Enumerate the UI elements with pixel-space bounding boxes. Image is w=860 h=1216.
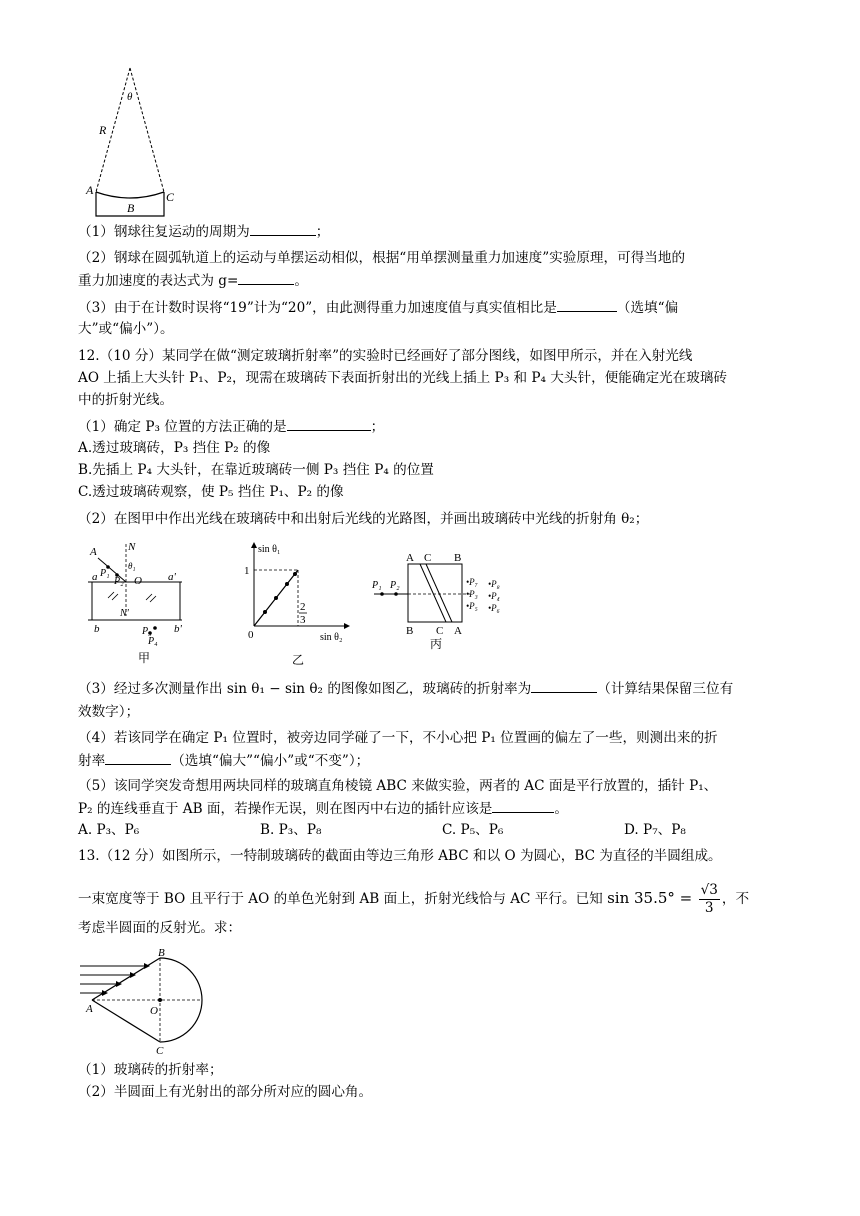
svg-text:乙: 乙	[292, 653, 305, 667]
svg-text:•P₄: •P₄	[488, 591, 500, 601]
q12-stem-line2: AO 上插上大头针 P₁、P₂，现需在玻璃砖下表面折射出的光线上插上 P₃ 和 P₄ 大头针，便能确定光在玻璃砖	[78, 370, 728, 386]
semicircle-prism-figure	[78, 944, 228, 1056]
svg-text:O: O	[150, 1005, 158, 1017]
svg-text:A: A	[454, 625, 462, 637]
q12-choice-c: C. P₅、P₆	[442, 822, 504, 838]
svg-text:P₂: P₂	[390, 580, 400, 591]
q11-part2-line1: （2）钢球在圆弧轨道上的运动与单摆运动相似，根据“用单摆测量重力加速度”实验原理，可得当地的	[78, 250, 686, 266]
q11-part3-line1: （3）由于在计数时误将“19”计为“20”，由此测得重力加速度值与真实值相比是 （选填“偏	[78, 297, 678, 318]
q12-part2: （2）在图甲中作出光线在玻璃砖中和出射后光线的光路图，并画出玻璃砖中光线的折射角 θ₂；	[78, 511, 649, 527]
q12-part1: （1）确定 P₃ 位置的方法正确的是 ；	[78, 416, 384, 437]
svg-text:sin θ₂: sin θ₂	[320, 632, 343, 643]
svg-text:A: A	[86, 1003, 93, 1015]
svg-text:sin θ₁: sin θ₁	[258, 544, 281, 555]
svg-text:P₁: P₁	[100, 568, 110, 579]
q11-part2-line2: 重力加速度的表达式为 g= 。	[78, 270, 308, 291]
svg-text:N: N	[128, 541, 136, 553]
figure-bing	[370, 548, 520, 654]
q13-stem-line2: 一束宽度等于 BO 且平行于 AO 的单色光射到 AB 面上，折射光线恰与 AC 平行。已知 sin 35.5° = $\frac{√3}{3}$ ，不	[78, 882, 750, 916]
svg-text:•P₆: •P₆	[488, 603, 500, 613]
svg-text:丙: 丙	[430, 637, 443, 651]
q13-stem-line3: 考虑半圆面的反射光。求：	[78, 920, 242, 936]
svg-text:B: B	[454, 552, 462, 564]
q12-choice-d: D. P₇、P₈	[624, 822, 686, 838]
q13-part2: （2）半圆面上有光射出的部分所对应的圆心角。	[78, 1084, 373, 1100]
q12-part3-line2: 效数字）；	[78, 704, 140, 720]
q12-part4-line2: 射率 （选填“偏大”“偏小”或“不变”）；	[78, 750, 369, 771]
svg-text:3: 3	[300, 614, 306, 626]
q11-part1: （1）钢球往复运动的周期为 ；	[78, 221, 329, 242]
svg-text:C: C	[424, 552, 432, 564]
svg-text:•P₃: •P₃	[466, 589, 478, 599]
svg-text:B: B	[406, 625, 414, 637]
svg-text:θ: θ	[127, 91, 133, 103]
svg-text:C: C	[436, 625, 444, 637]
figure-yi	[238, 540, 358, 670]
svg-text:•P₇: •P₇	[466, 577, 478, 587]
svg-text:P₂: P₂	[114, 576, 124, 587]
svg-text:N': N'	[120, 608, 129, 619]
svg-text:P₁: P₁	[372, 580, 382, 591]
svg-text:•P₅: •P₅	[466, 601, 478, 611]
svg-text:A: A	[406, 552, 414, 564]
svg-text:A: A	[90, 546, 97, 558]
svg-text:•P₈: •P₈	[488, 579, 500, 589]
svg-text:0: 0	[248, 629, 254, 641]
q12-part5-line2: P₂ 的连线垂直于 AB 面，若操作无误，则在图丙中右边的插针应该是 。	[78, 798, 568, 819]
q12-stem-line3: 中的折射光线。	[78, 392, 174, 408]
q12-part5-line1: （5）该同学突发奇想用两块同样的玻璃直角棱镜 ABC 来做实验，两者的 AC 面是平行放置的，插针 P₁、	[78, 778, 718, 794]
q12-option-c: C.透过玻璃砖观察，使 P₅ 挡住 P₁、P₂ 的像	[78, 484, 344, 500]
q13-stem-line1: 13.（12 分）如图所示，一特制玻璃砖的截面由等边三角形 ABC 和以 O 为圆心，BC 为直径的半圆组成。	[78, 848, 722, 864]
arc-track-figure	[82, 64, 174, 220]
svg-text:R: R	[99, 123, 107, 137]
q12-part4-line1: （4）若该同学在确定 P₁ 位置时，被旁边同学碰了一下，不小心把 P₁ 位置画的偏左了一些，则测出来的折	[78, 730, 718, 746]
svg-text:b: b	[94, 623, 100, 635]
svg-text:O: O	[134, 575, 142, 587]
q12-choice-a: A. P₃、P₆	[78, 822, 140, 838]
svg-text:B: B	[127, 201, 135, 215]
svg-text:θ₁: θ₁	[128, 561, 136, 571]
svg-text:b': b'	[174, 623, 182, 635]
svg-text:2: 2	[300, 601, 306, 613]
svg-text:a: a	[92, 571, 98, 583]
svg-text:C: C	[166, 190, 174, 204]
q12-choice-b: B. P₃、P₈	[260, 822, 322, 838]
q13-part1: （1）玻璃砖的折射率；	[78, 1062, 223, 1078]
q12-stem-line1: 12.（10 分）某同学在做“测定玻璃折射率”的实验时已经画好了部分图线，如图甲所示，并在入射光线	[78, 348, 693, 364]
figure-jia	[88, 540, 188, 664]
q12-part3-line1: （3）经过多次测量作出 sin θ₁ − sin θ₂ 的图像如图乙，玻璃砖的折射率为 （计算结果保留三位有	[78, 678, 733, 699]
svg-text:P₃: P₃	[142, 626, 152, 637]
svg-text:a': a'	[168, 571, 176, 583]
q12-option-a: A.透过玻璃砖，P₃ 挡住 P₂ 的像	[78, 440, 271, 456]
svg-text:1: 1	[244, 565, 250, 577]
svg-text:P₄: P₄	[148, 636, 158, 647]
svg-text:C: C	[156, 1045, 164, 1056]
svg-text:甲: 甲	[138, 651, 151, 664]
svg-text:A: A	[86, 183, 94, 197]
q12-option-b: B.先插上 P₄ 大头针，在靠近玻璃砖一侧 P₃ 挡住 P₄ 的位置	[78, 462, 434, 478]
svg-text:B: B	[158, 947, 165, 959]
q11-part3-line2: 大”或“偏小”）。	[78, 321, 174, 337]
